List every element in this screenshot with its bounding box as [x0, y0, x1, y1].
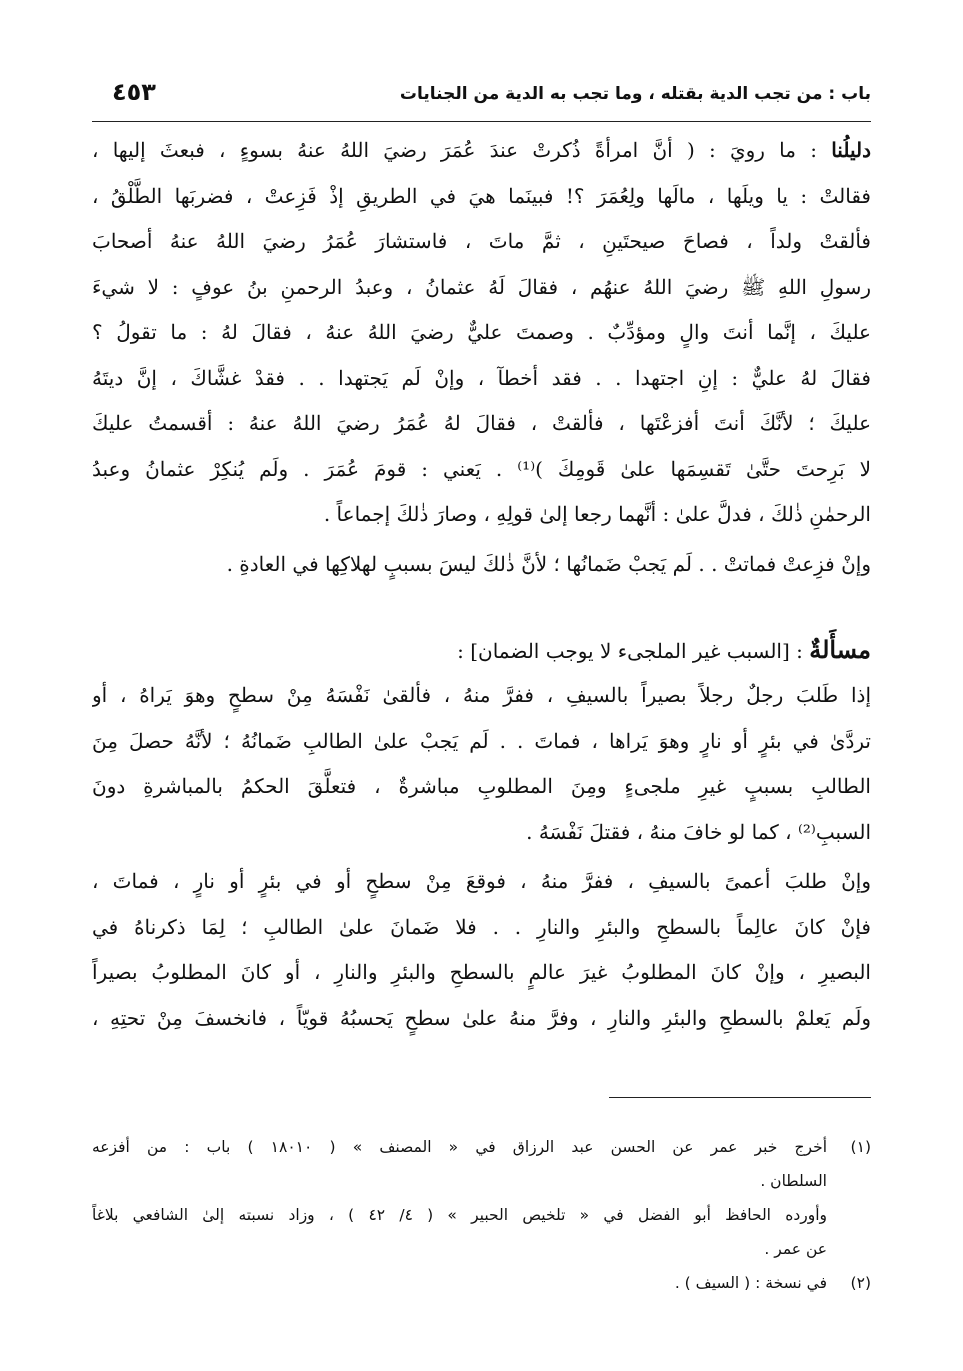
- chapter-title: باب : من تجب الدية بقتله ، وما تجب به الدية من الجنايات: [399, 84, 871, 104]
- text-line: وإنْ فزِعتْ فماتتْ . . لَم يَجبْ ضَمانُها ؛ لأنَّ ذٰلكَ ليسَ بسببٍ لهلاكِها في العادةِ .: [226, 551, 871, 576]
- running-header: [92, 78, 871, 114]
- page-number: ٤٥٣: [112, 78, 156, 106]
- text-line: عليكَ ؛ لأنَّكَ أنتَ أفزعْتَها ، فألقتْ ، فقالَ لهُ عُمَرُ رضيَ اللهُ عنهُ : أقسمتُ عليكَ: [92, 411, 871, 435]
- footnote-line: وأورده الحافظ أبو الفضل في « تلخيص الحبير » ( ٤/ ٤٢ ) ، وزاد نسبته إلىٰ الشافعي بلاغاً: [92, 1206, 827, 1224]
- footnote-1: [92, 1130, 871, 1266]
- paragraph-fright: [92, 542, 871, 588]
- text-line: عليكَ ، إنَّما أنتَ والٍ ومؤدِّبٌ . وصمتَ عليٌّ رضيَ اللهُ عنهُ ، فقالَ لهُ : ما تقولُ ؟: [92, 320, 871, 344]
- footnote-2: [92, 1266, 871, 1300]
- text-line: ولَم يَعلمْ بالسطحِ والبئرِ والنارِ ، وفرَّ منهُ علىٰ سطحٍ يَحسبُهُ قويّاً ، فانخسفَ مِنْ تحتِهِ ،: [92, 1005, 871, 1030]
- paragraph-seeing-person: [92, 673, 871, 855]
- footnote-number: (٢): [850, 1274, 871, 1292]
- paragraph-blind-person: [92, 859, 871, 1041]
- text-line: لا بَرِحتَ حتَّىٰ تَقسِمَها علىٰ قَومِكَ )⁽¹⁾ . يَعني : قومَ عُمَرَ . ولَم يُنكِرْ عثمانُ وعبدُ: [92, 456, 871, 481]
- issue-word: مسأَلةٌ: [809, 635, 871, 664]
- footnote-line: في نسخة : ( السيف ) .: [674, 1274, 827, 1292]
- text-line: وإنْ طلبَ أعمىً بالسيفِ ، ففرَّ منهُ ، فوقعَ مِنْ سطحٍ أو في بئرٍ أو نارٍ ، فماتَ ،: [92, 869, 871, 893]
- text-line: فإنْ كانَ عالِماً بالسطحِ والبئرِ والنارِ . . فلا ضَمانَ علىٰ الطالبِ ؛ لِمَا ذكرناهُ في: [92, 914, 871, 939]
- text-line: رسولِ اللهِ ﷺ رضيَ اللهُ عنهُم ، فقالَ لَهُ عثمانُ ، وعبدُ الرحمنِ بنُ عوفٍ : لا شيءَ: [92, 274, 871, 299]
- text-line: فألقتْ ولداً ، فصاحَ صيحتَينِ ، ثمَّ ماتَ ، فاستشارَ عُمَرُ رضيَ اللهُ عنهُ أصحابَ: [92, 229, 871, 253]
- text-line: الطالبِ بسببٍ غيرِ ملجىءٍ ومِنَ المطلوبِ مباشرةٌ ، فتعلَّقَ الحكمُ بالمباشرةِ دونَ: [92, 774, 871, 798]
- header-divider: [92, 121, 871, 122]
- text-line: فقالتْ : يا ويلَها ، مالَها ولِعُمَرَ ؟! فبينَما هيَ في الطريقِ إذْ فَزِعتْ ، فضربَها الطَّلْقُ ،: [92, 183, 871, 208]
- issue-heading: [92, 627, 871, 673]
- text-line: الرحمٰنِ ذٰلكَ ، فدلَّ علىٰ : أنَّهما رجعا إلىٰ قولِهِ ، وصارَ ذٰلكَ إجماعاً .: [323, 502, 871, 526]
- footnote-line: عن عمر .: [764, 1240, 827, 1258]
- text-line: إذا طَلبَ رجلٌ رجلاً بصيراً بالسيفِ ، ففرَّ منهُ ، فألقىٰ نَفْسَهُ مِنْ سطحٍ وهوَ يَراهُ ، أو: [92, 683, 871, 707]
- footnote-text: [92, 1130, 827, 1266]
- footnote-divider: [609, 1097, 871, 1098]
- line-text: : ما رويَ : ( أنَّ امرأةً ذُكرتْ عندَ عُمَرَ رضيَ اللهُ عنهُ بسوءٍ ، فبعثَ إليها ،: [92, 138, 832, 162]
- text-line: البصيرِ ، وإنْ كانَ المطلوبُ غيرَ عالمٍ بالسطحِ والبئرِ والنارِ ، أو كانَ المطلوبُ بصيراً: [92, 960, 871, 984]
- text-line: فقالَ لهُ عليٌّ : إنِ اجتهدا . . فقد أخطآ ، وإنْ لَم يَجتهدا . . فقدْ غشَّاكَ ، إنَّ ديتَهُ: [92, 365, 871, 390]
- footnote-number: (١): [850, 1138, 871, 1156]
- footnotes: [92, 1130, 871, 1300]
- footnote-text: [92, 1266, 827, 1300]
- lead-word: دليلُنا: [831, 138, 871, 162]
- issue-title: : [السبب غير الملجىء لا يوجب الضمان] :: [457, 639, 810, 663]
- footnote-line: السلطان .: [760, 1172, 827, 1190]
- text-line: السببِ⁽²⁾ ، كما لو خافَ منهُ ، فقتلَ نَفْسَهُ .: [526, 819, 871, 844]
- spacer: [92, 587, 871, 627]
- paragraph-evidence: [92, 128, 871, 538]
- text-line: تردَّىٰ في بئرٍ أو نارٍ وهوَ يَراها ، فماتَ . . لَم يَجبْ علىٰ الطالبِ ضَمانُهُ ؛ لأنَّهُ حصلَ مِنَ: [92, 728, 871, 753]
- main-text: [92, 128, 871, 1041]
- footnote-line: أخرج خبر عمر عن الحسن عبد الرزاق في « المصنف » ( ١٨٠١٠ ) باب : من أفزعه: [92, 1138, 827, 1156]
- text-line: [92, 128, 871, 174]
